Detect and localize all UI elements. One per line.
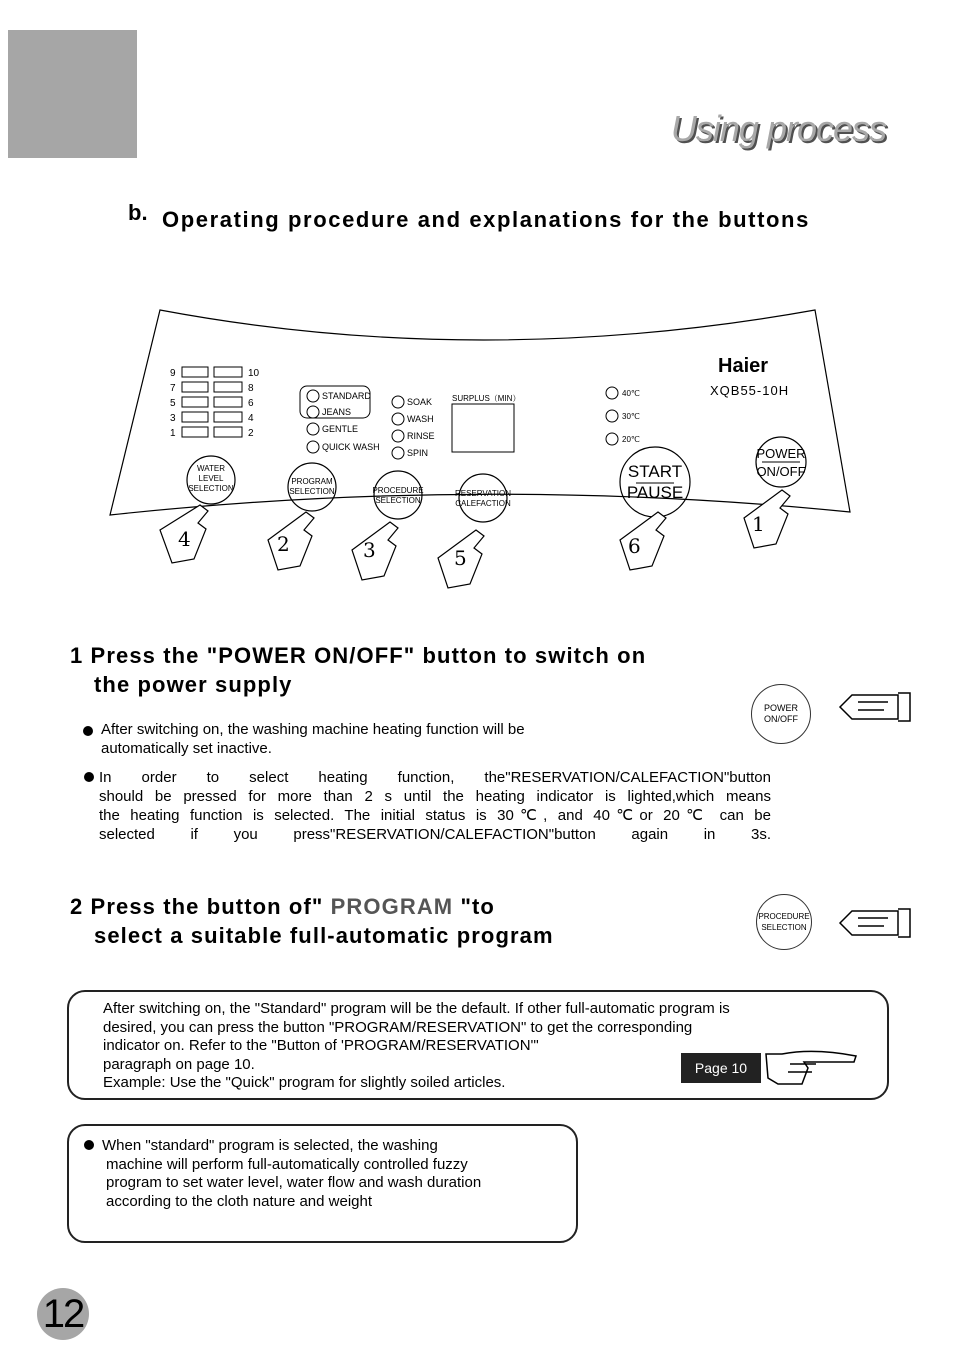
water-level-label: 10: [248, 368, 260, 379]
svg-text:RESERVATION: RESERVATION: [454, 489, 512, 498]
bullet-icon: [84, 772, 94, 782]
water-level-label: 6: [248, 398, 254, 409]
svg-text:PROGRAM: PROGRAM: [291, 477, 333, 486]
svg-text:WATER: WATER: [197, 464, 225, 473]
bullet-icon: [83, 726, 93, 736]
page-title: Using process: [670, 108, 886, 149]
svg-text:POWER: POWER: [756, 446, 806, 461]
step2-heading: 2 Press the button of" PROGRAM "to select a suitable full-automatic program: [70, 894, 554, 948]
page-reference-badge: Page 10: [681, 1053, 761, 1083]
section-letter: b.: [128, 200, 148, 225]
water-level-label: 2: [248, 428, 254, 439]
water-level-label: 4: [248, 413, 254, 424]
svg-text:6: 6: [628, 534, 641, 558]
step1-bullet1: After switching on, the washing machine heating function will be automatically set inactive.: [101, 721, 525, 757]
pointing-hand-icon: [838, 906, 912, 940]
page-number: 12: [37, 1288, 89, 1340]
svg-text:ON/OFF: ON/OFF: [756, 464, 806, 479]
bullet-icon: [84, 1140, 94, 1150]
model-number: XQB55-10H: [710, 383, 790, 398]
time-display: [452, 404, 514, 452]
svg-text:SELECTION: SELECTION: [188, 484, 234, 493]
section-title: Operating procedure and explanations for the buttons: [162, 207, 810, 232]
svg-text:SELECTION: SELECTION: [375, 496, 421, 505]
program-label: GENTLE: [322, 424, 359, 434]
program-label: STANDARD: [322, 391, 371, 401]
info-box-program-text: After switching on, the "Standard" program will be the default. If other full-automatic program is desired, you can press the button "PROGRAM/RESERVATION" to get the corresponding indicator on. Refer to the "Button of 'PROGRAM/RESERVATION'" paragraph on page 10. Example: Use the "Quick" program for slightly soiled articles.: [103, 1000, 730, 1092]
temperature-indicators: [606, 387, 640, 445]
program-label: JEANS: [322, 407, 352, 417]
svg-text:LEVEL: LEVEL: [198, 474, 224, 483]
power-onoff-icon: POWER ON/OFF: [751, 684, 811, 744]
control-panel-diagram: [100, 300, 860, 600]
svg-text:2: 2: [277, 532, 290, 556]
procedure-selection-icon: PROCEDURE SELECTION: [756, 894, 812, 950]
temperature-label: 20℃: [622, 435, 640, 444]
program-label: QUICK WASH: [322, 442, 380, 452]
step1-heading-line1: 1 Press the "POWER ON/OFF" button to switch on: [70, 643, 647, 668]
svg-text:START: START: [627, 462, 683, 481]
svg-text:PROCEDURE: PROCEDURE: [372, 486, 424, 495]
water-level-label: 5: [170, 398, 176, 409]
brand-logo: Haier: [718, 355, 769, 377]
procedure-label: RINSE: [407, 431, 435, 441]
info-box-standard-text: When "standard" program is selected, the washing machine will perform full-automatically controlled fuzzy program to set water level, water flow and wash duration according to the cloth nature and weight: [102, 1137, 482, 1210]
svg-text:5: 5: [454, 546, 467, 570]
pointing-hand-icon: [838, 690, 912, 724]
svg-text:3: 3: [363, 538, 376, 562]
svg-text:4: 4: [178, 527, 191, 551]
step1-bullet2: In order to select heating function, the"RESERVATION/CALEFACTION"button should be pressed for more than 2 s until the heating indicator is lighted,which means the heating function is selected. The initial status is 30℃, and 40℃or 20℃ can be selected if you press"RESERVATION/CALEFACTION"button again in 3s.: [99, 769, 771, 843]
water-level-label: 8: [248, 383, 254, 394]
water-level-label: 9: [170, 368, 176, 379]
water-level-label: 1: [170, 428, 176, 439]
svg-text:PAUSE: PAUSE: [626, 483, 684, 502]
procedure-label: SOAK: [407, 397, 433, 407]
svg-text:CALEFACTION: CALEFACTION: [455, 499, 511, 508]
step1-heading-line2: the power supply: [94, 672, 293, 697]
step1-heading: [70, 641, 646, 699]
procedure-label: WASH: [407, 414, 434, 424]
water-level-label: 7: [170, 383, 176, 394]
pointing-hand-icon: [764, 1048, 860, 1088]
temperature-label: 40℃: [622, 389, 640, 398]
surplus-label: SURPLUS（MIN）: [452, 394, 521, 403]
svg-text:SELECTION: SELECTION: [289, 487, 335, 496]
temperature-label: 30℃: [622, 412, 640, 421]
svg-text:1: 1: [752, 512, 765, 536]
water-level-label: 3: [170, 413, 176, 424]
corner-gray-block: [8, 30, 137, 158]
procedure-label: SPIN: [407, 448, 429, 458]
